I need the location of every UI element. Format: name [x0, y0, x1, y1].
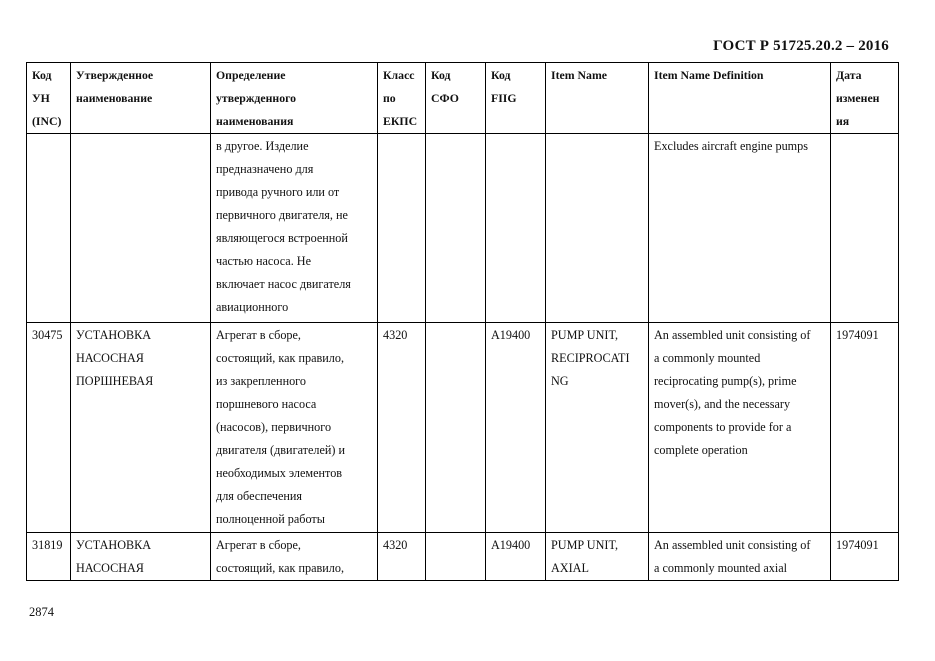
table-header-row [27, 63, 899, 134]
cell-approved-name [71, 134, 211, 323]
header-definition: Определение утвержденного наименования [211, 63, 378, 134]
table-row [27, 323, 899, 533]
header-fiig: Код FIIG [486, 63, 546, 134]
cell-sfo [426, 134, 486, 323]
cell-class [378, 134, 426, 323]
header-approved-name: Утвержденное наименование [71, 63, 211, 134]
cell-change-date: 1974091 [831, 533, 899, 581]
cell-class: 4320 [378, 323, 426, 533]
cell-inc: 31819 [27, 533, 71, 581]
document-title: ГОСТ Р 51725.20.2 – 2016 [713, 38, 889, 54]
header-item-name: Item Name [546, 63, 649, 134]
cell-fiig: A19400 [486, 323, 546, 533]
cell-item-name-definition: Excludes aircraft engine pumps [649, 134, 831, 323]
header-class: Класс по ЕКПС [378, 63, 426, 134]
page-number: 2874 [29, 605, 54, 619]
header-sfo: Код СФО [426, 63, 486, 134]
cell-item-name: PUMP UNIT, RECIPROCATI NG [546, 323, 649, 533]
item-names-table [26, 62, 899, 581]
cell-inc [27, 134, 71, 323]
cell-inc: 30475 [27, 323, 71, 533]
cell-approved-name: УСТАНОВКА НАСОСНАЯ [71, 533, 211, 581]
cell-item-name-definition: An assembled unit consisting of a commonly mounted reciprocating pump(s), prime mover(s), and the necessary components to provide for a complete operation [649, 323, 831, 533]
cell-fiig [486, 134, 546, 323]
cell-item-name: PUMP UNIT, AXIAL [546, 533, 649, 581]
header-inc: Код УН (INC) [27, 63, 71, 134]
cell-fiig: A19400 [486, 533, 546, 581]
cell-definition: Агрегат в сборе, состоящий, как правило, [211, 533, 378, 581]
cell-sfo [426, 323, 486, 533]
cell-approved-name: УСТАНОВКА НАСОСНАЯ ПОРШНЕВАЯ [71, 323, 211, 533]
table-row [27, 134, 899, 323]
cell-change-date: 1974091 [831, 323, 899, 533]
cell-item-name-definition: An assembled unit consisting of a commonly mounted axial [649, 533, 831, 581]
cell-class: 4320 [378, 533, 426, 581]
header-item-name-definition: Item Name Definition [649, 63, 831, 134]
table-row [27, 533, 899, 581]
cell-item-name [546, 134, 649, 323]
header-change-date: Дата изменен ия [831, 63, 899, 134]
cell-definition: в другое. Изделие предназначено для привода ручного или от первичного двигателя, не являющегося встроенной частью насоса. Не включает насос двигателя авиационного [211, 134, 378, 323]
cell-definition: Агрегат в сборе, состоящий, как правило, из закрепленного поршневого насоса (насосов), первичного двигателя (двигателей) и необходимых элементов для обеспечения полноценной работы [211, 323, 378, 533]
cell-change-date [831, 134, 899, 323]
cell-sfo [426, 533, 486, 581]
